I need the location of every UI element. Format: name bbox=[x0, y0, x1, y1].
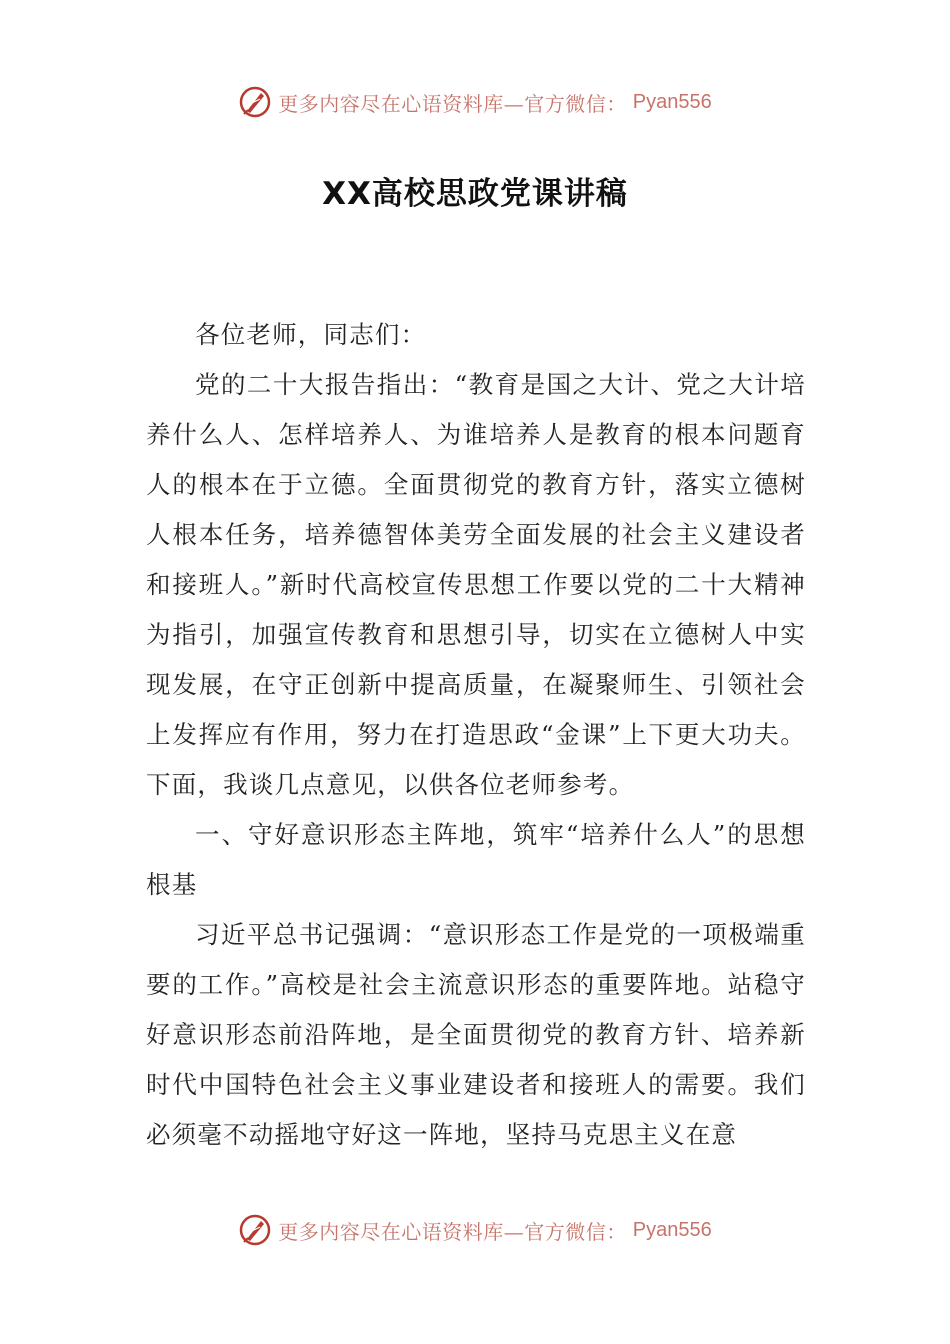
banner-text: 更多内容尽在心语资料库—官方微信： bbox=[278, 91, 627, 116]
paragraph: 习近平总书记强调：“意识形态工作是党的一项极端重要的工作。”高校是社会主流意识形态的重要阵地。站稳守好意识形态前沿阵地，是全面贯彻党的教育方针、培养新时代中国特色社会主义事业建设者和接班人的需要。我们必须毫不动摇地守好这一阵地，坚持马克思主义在意 bbox=[146, 920, 806, 1149]
document-body bbox=[146, 310, 806, 1160]
quill-pen-logo-icon bbox=[238, 1213, 272, 1247]
footer-banner bbox=[0, 1210, 950, 1250]
wechat-id: Pyan556 bbox=[632, 1218, 712, 1241]
wechat-id: Pyan556 bbox=[632, 90, 712, 113]
document-title: XX高校思政党课讲稿 bbox=[322, 176, 628, 212]
quill-pen-logo-icon bbox=[238, 85, 272, 119]
banner-text: 更多内容尽在心语资料库—官方微信： bbox=[278, 1219, 627, 1244]
salutation: 各位老师，同志们： bbox=[195, 320, 427, 349]
header-banner bbox=[0, 82, 950, 122]
section-heading: 一、守好意识形态主阵地，筑牢“培养什么人”的思想根基 bbox=[146, 820, 806, 899]
paragraph: 党的二十大报告指出：“教育是国之大计、党之大计培养什么人、怎样培养人、为谁培养人是教育的根本问题育人的根本在于立德。全面贯彻党的教育方针，落实立德树人根本任务，培养德智体美劳全面发展的社会主义建设者和接班人。”新时代高校宣传思想工作要以党的二十大精神为指引，加强宣传教育和思想引导，切实在立德树人中实现发展，在守正创新中提高质量，在凝聚师生、引领社会上发挥应有作用，努力在打造思政“金课”上下更大功夫。下面，我谈几点意见，以供各位老师参考。 bbox=[146, 370, 806, 799]
